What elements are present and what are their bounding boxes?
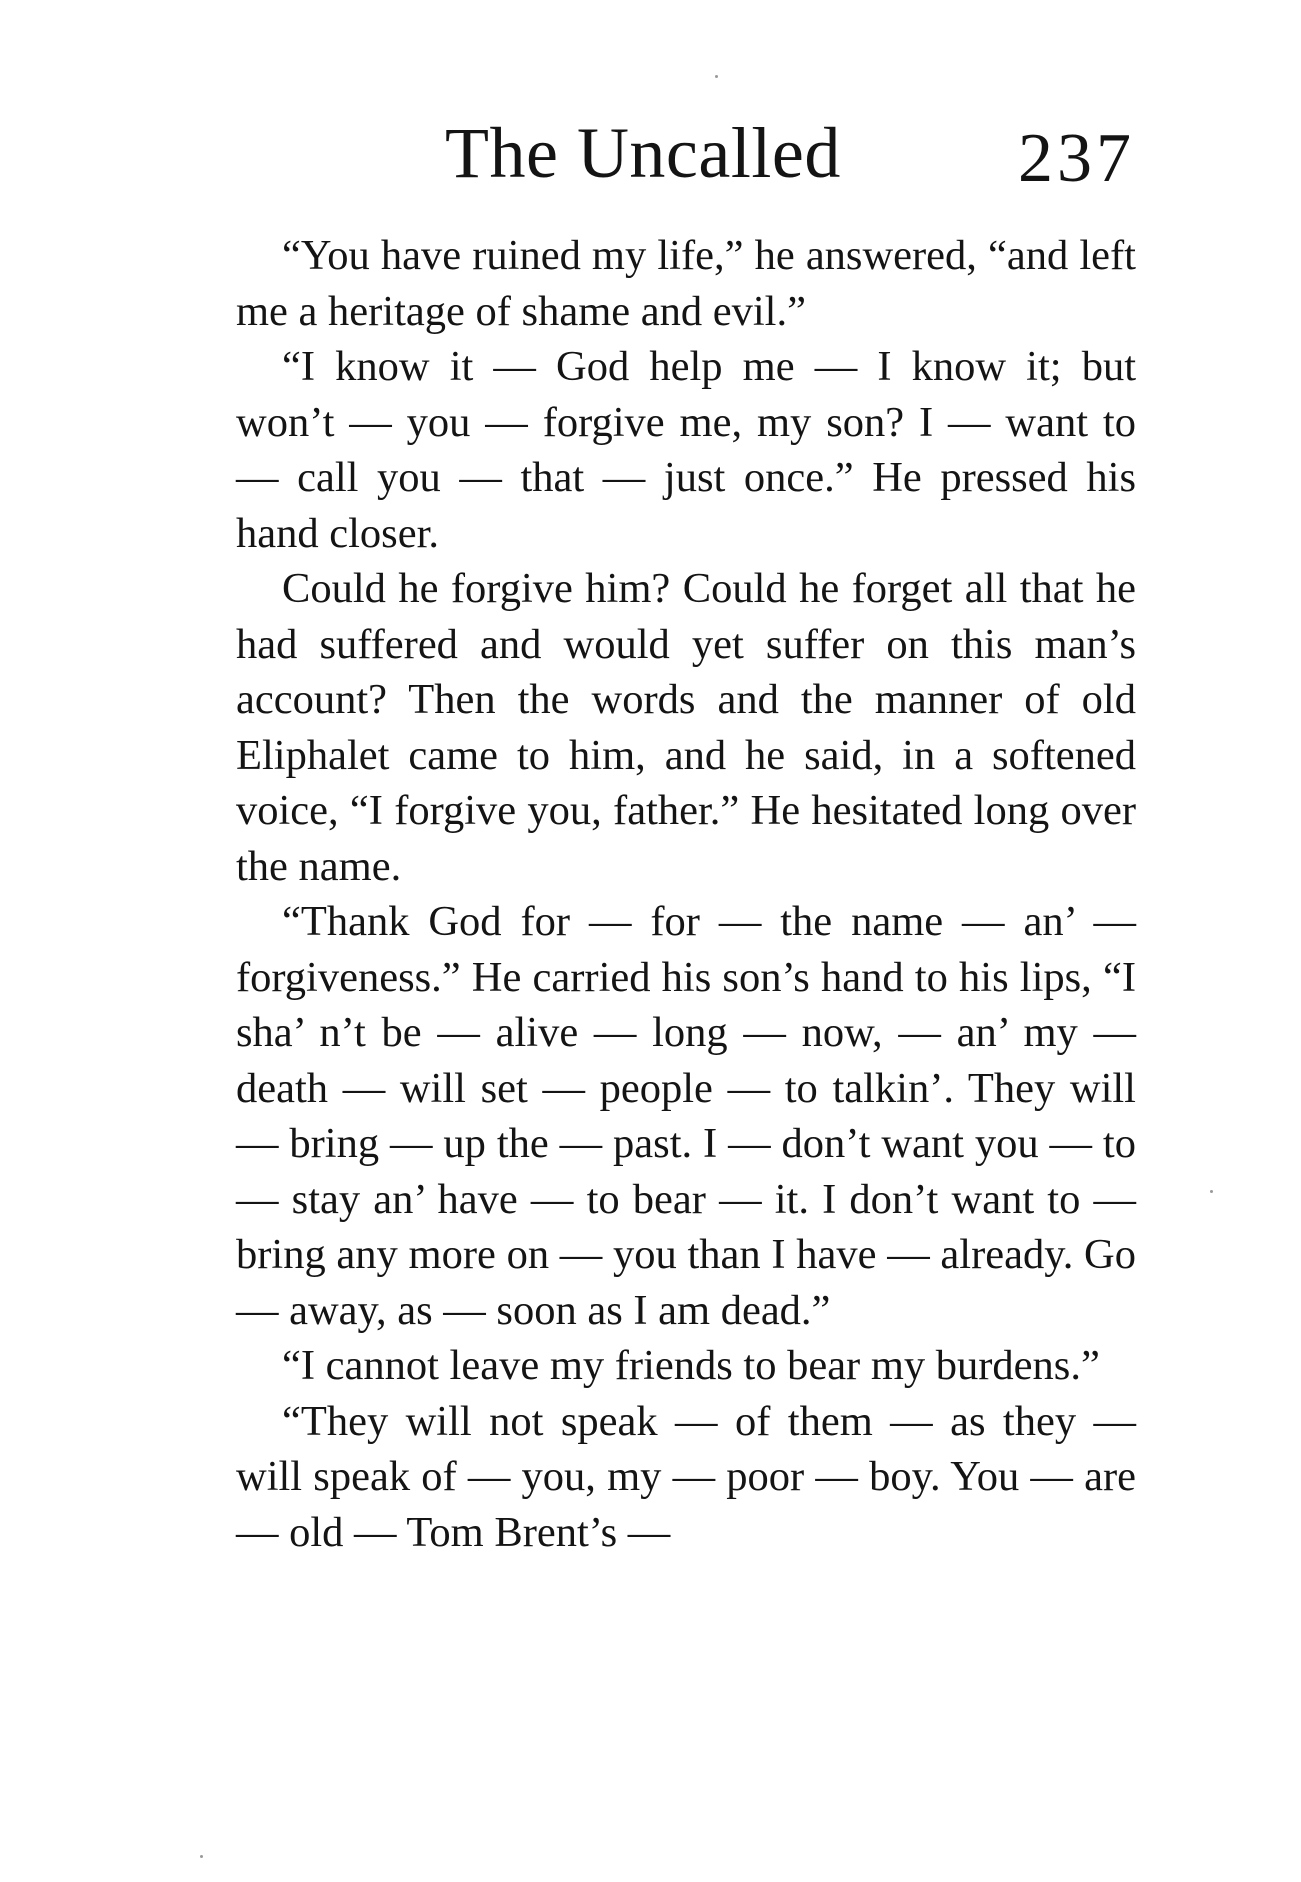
body-text bbox=[236, 228, 1136, 1560]
paragraph: “You have ruined my life,” he answered, “and left me a heritage of shame and evil.” bbox=[236, 232, 1136, 335]
paper-speck bbox=[200, 1855, 203, 1858]
paper-speck bbox=[1210, 1190, 1213, 1193]
running-title: The Uncalled bbox=[445, 113, 841, 193]
paper-speck bbox=[715, 75, 718, 78]
paragraph: “Thank God for — for — the name — an’ — forgiveness.” He carried his son’s hand to his lips, “I sha’ n’t be — alive — long — now, — an’ my — death — will set — people — to talkin’. They will — bring — up the — past. I — don’t want you — to — stay an’ have — to bear — it. I don’t want to — bring any more on — you than I have — already. Go — away, as — soon as I am dead.” bbox=[236, 898, 1136, 1334]
paragraph: “They will not speak — of them — as they — will speak of — you, my — poor — boy. You — are — old — Tom Brent’s — bbox=[236, 1397, 1136, 1556]
running-head bbox=[445, 108, 1135, 198]
page-number: 237 bbox=[1018, 120, 1135, 197]
paragraph: “I cannot leave my friends to bear my burdens.” bbox=[282, 1342, 1100, 1389]
paragraph: “I know it — God help me — I know it; but won’t — you — forgive me, my son? I — want to — call you — that — just once.” He pressed his hand closer. bbox=[236, 343, 1136, 557]
paragraph: Could he forgive him? Could he forget all that he had suffered and would yet suffer on this man’s account? Then the words and the manner of old Eliphalet came to him, and he said, in a softened voice, “I forgive you, father.” He hesitated long over the name. bbox=[236, 565, 1136, 890]
